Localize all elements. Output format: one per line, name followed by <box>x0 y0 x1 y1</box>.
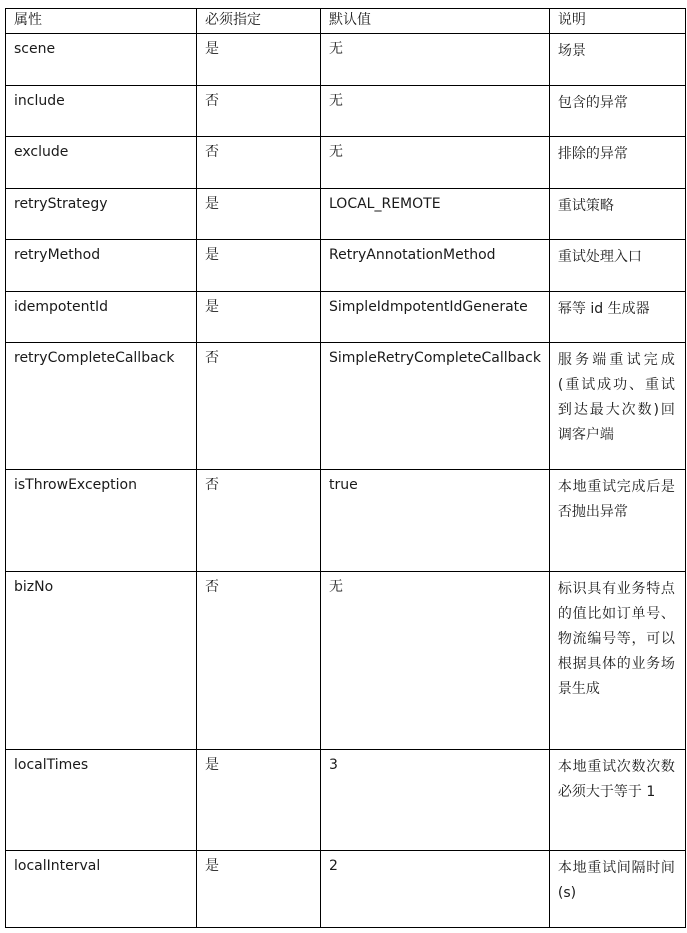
required-cell: 是 <box>197 292 321 343</box>
required-cell: 是 <box>197 750 321 851</box>
default-cell: 无 <box>321 137 550 189</box>
desc-cell: 本地重试间隔时间(s) <box>549 851 685 928</box>
default-cell: RetryAnnotationMethod <box>321 240 550 292</box>
attributes-table <box>5 8 686 928</box>
desc-cell: 重试处理入口 <box>549 240 685 292</box>
attr-cell: bizNo <box>6 572 197 750</box>
required-cell: 否 <box>197 572 321 750</box>
desc-cell: 排除的异常 <box>549 137 685 189</box>
required-cell: 否 <box>197 343 321 470</box>
default-cell: 无 <box>321 34 550 86</box>
table-row <box>6 470 686 572</box>
desc-cell: 本地重试次数次数必须大于等于 1 <box>549 750 685 851</box>
attr-cell: scene <box>6 34 197 86</box>
header-required: 必须指定 <box>197 9 321 34</box>
desc-cell: 场景 <box>549 34 685 86</box>
table-row <box>6 572 686 750</box>
default-cell: 2 <box>321 851 550 928</box>
default-cell: 3 <box>321 750 550 851</box>
required-cell: 是 <box>197 240 321 292</box>
default-cell: LOCAL_REMOTE <box>321 189 550 240</box>
required-cell: 是 <box>197 189 321 240</box>
table-row <box>6 137 686 189</box>
table-row <box>6 240 686 292</box>
desc-cell: 幂等 id 生成器 <box>549 292 685 343</box>
header-default: 默认值 <box>321 9 550 34</box>
attr-cell: include <box>6 86 197 137</box>
attr-cell: idempotentId <box>6 292 197 343</box>
attr-cell: isThrowException <box>6 470 197 572</box>
default-cell: SimpleRetryCompleteCallback <box>321 343 550 470</box>
table-row <box>6 750 686 851</box>
table-row <box>6 292 686 343</box>
attr-cell: retryMethod <box>6 240 197 292</box>
table-header-row <box>6 9 686 34</box>
required-cell: 否 <box>197 86 321 137</box>
required-cell: 是 <box>197 34 321 86</box>
default-cell: 无 <box>321 86 550 137</box>
required-cell: 否 <box>197 137 321 189</box>
required-cell: 否 <box>197 470 321 572</box>
desc-cell: 标识具有业务特点的值比如订单号、物流编号等，可以根据具体的业务场景生成 <box>549 572 685 750</box>
desc-cell: 包含的异常 <box>549 86 685 137</box>
table-row <box>6 189 686 240</box>
attr-cell: localInterval <box>6 851 197 928</box>
header-attribute: 属性 <box>6 9 197 34</box>
desc-cell: 服务端重试完成(重试成功、重试到达最大次数)回调客户端 <box>549 343 685 470</box>
required-cell: 是 <box>197 851 321 928</box>
table-row <box>6 86 686 137</box>
desc-cell: 重试策略 <box>549 189 685 240</box>
attr-cell: retryCompleteCallback <box>6 343 197 470</box>
attr-cell: exclude <box>6 137 197 189</box>
header-description: 说明 <box>549 9 685 34</box>
table-row <box>6 34 686 86</box>
attr-cell: localTimes <box>6 750 197 851</box>
default-cell: SimpleIdmpotentIdGenerate <box>321 292 550 343</box>
table-row <box>6 343 686 470</box>
default-cell: 无 <box>321 572 550 750</box>
desc-cell: 本地重试完成后是否抛出异常 <box>549 470 685 572</box>
default-cell: true <box>321 470 550 572</box>
attr-cell: retryStrategy <box>6 189 197 240</box>
table-row <box>6 851 686 928</box>
